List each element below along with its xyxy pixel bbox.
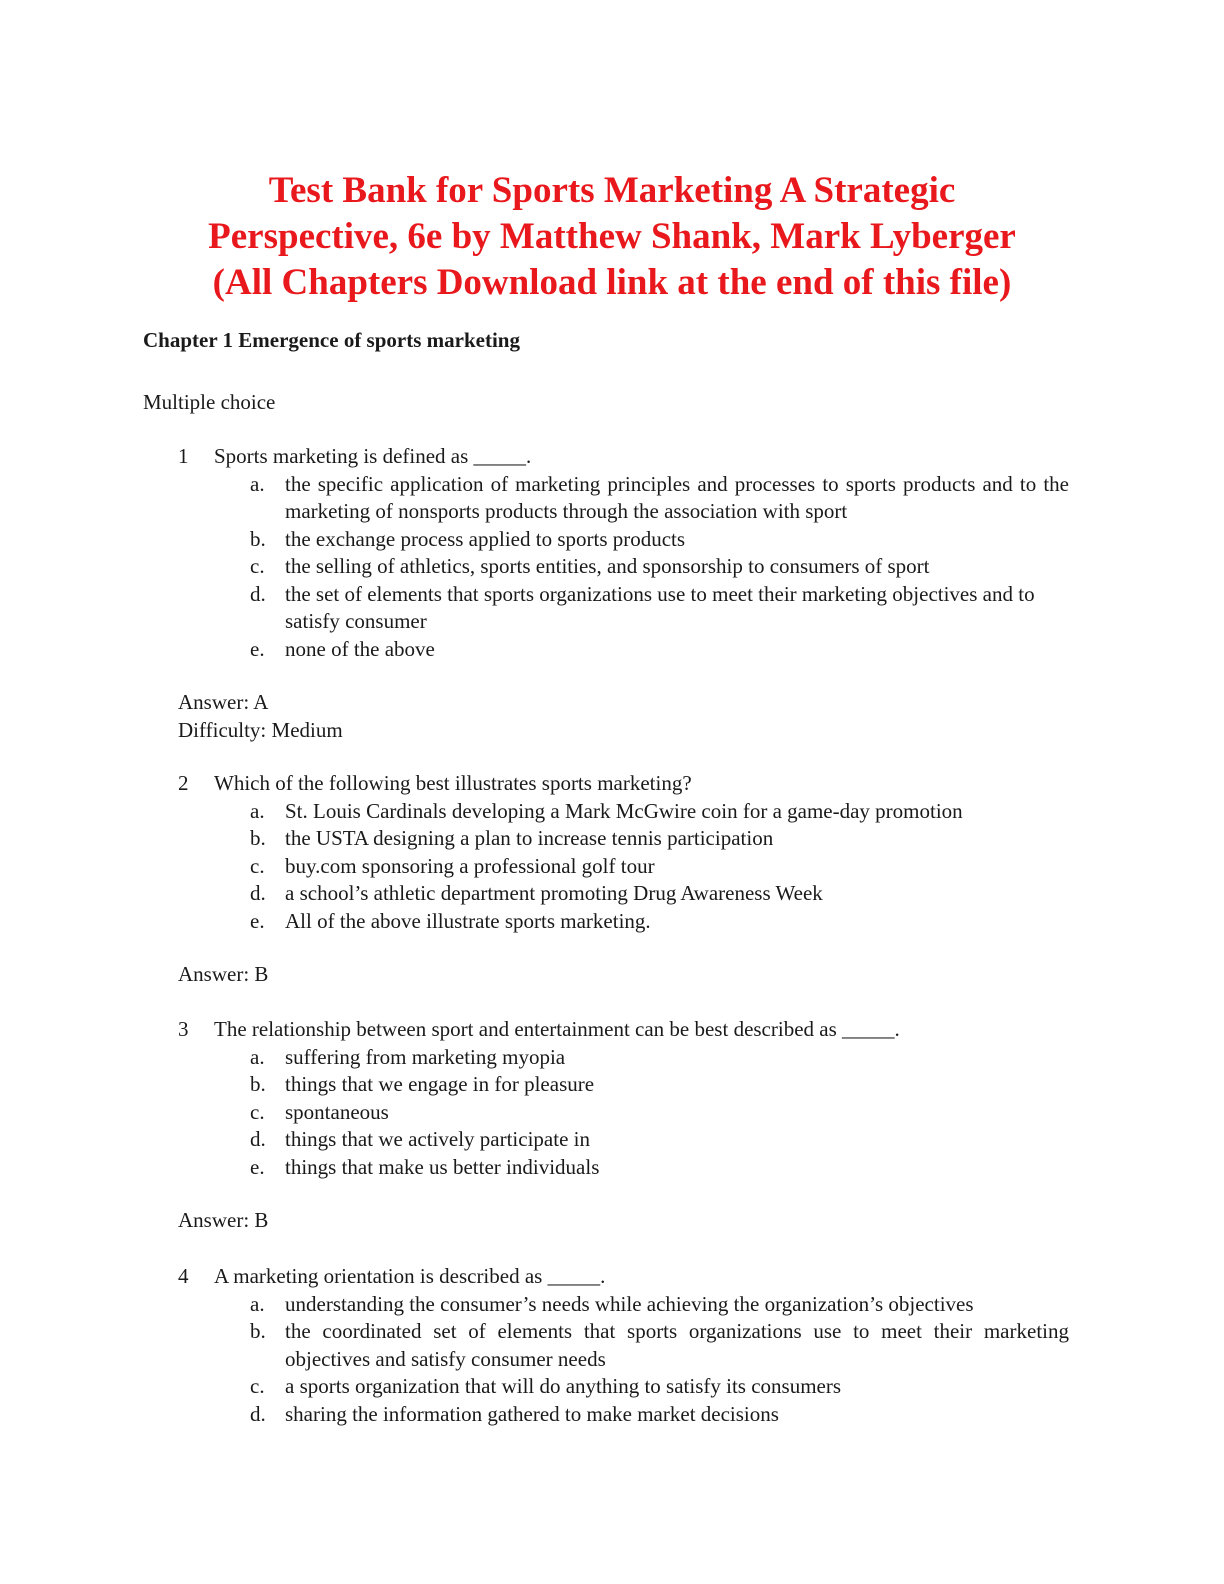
- option-a: [0, 798, 1224, 826]
- option-c: [0, 853, 1224, 881]
- option-d: [0, 880, 1224, 908]
- question-4: [0, 1263, 1224, 1428]
- option-letter: d.: [250, 1127, 266, 1151]
- option-text: the specific application of marketing principles and processes to sports products and to the marketing of nonsports products through the association with sport: [285, 471, 1069, 523]
- question-number: 4: [178, 1264, 189, 1288]
- option-d: [0, 1401, 1224, 1429]
- option-letter: c.: [250, 1374, 265, 1398]
- option-letter: e.: [250, 636, 265, 661]
- question-number: 2: [178, 771, 189, 795]
- option-text: things that we actively participate in: [285, 1127, 590, 1151]
- option-e: [0, 1154, 1224, 1182]
- option-letter: a.: [250, 798, 265, 823]
- option-text: suffering from marketing myopia: [285, 1044, 566, 1069]
- option-letter: e.: [250, 1154, 265, 1179]
- answer-line: Answer: B: [178, 962, 269, 986]
- chapter-heading: Chapter 1 Emergence of sports marketing: [143, 328, 520, 352]
- option-letter: d.: [250, 581, 266, 606]
- question-text: The relationship between sport and entertainment can be best described as _____.: [214, 1017, 900, 1041]
- option-text: spontaneous: [285, 1099, 389, 1124]
- option-e: [0, 636, 1224, 664]
- option-letter: a.: [250, 1044, 265, 1069]
- option-text: the set of elements that sports organizations use to meet their marketing objectives and to satisfy consumer: [285, 581, 1035, 633]
- title-line-1: Test Bank for Sports Marketing A Strategic: [268, 170, 956, 211]
- option-letter: c.: [250, 853, 265, 878]
- answer-line: Answer: A: [178, 690, 269, 714]
- option-text: All of the above illustrate sports marketing.: [285, 908, 651, 933]
- option-text: the USTA designing a plan to increase tennis participation: [285, 826, 774, 850]
- option-d: [0, 1126, 1224, 1154]
- option-text: a sports organization that will do anything to satisfy its consumers: [285, 1374, 842, 1398]
- option-b: [0, 1071, 1224, 1099]
- question-text: A marketing orientation is described as _____.: [214, 1264, 606, 1288]
- question-text: Which of the following best illustrates sports marketing?: [214, 771, 692, 795]
- option-text: things that make us better individuals: [285, 1154, 600, 1179]
- question-2: [0, 770, 1224, 989]
- option-d: [0, 581, 1224, 636]
- option-text: buy.com sponsoring a professional golf tour: [285, 853, 655, 878]
- option-letter: b.: [250, 526, 266, 551]
- option-text: the coordinated set of elements that sports organizations use to meet their marketing objectives and satisfy consumer needs: [285, 1319, 1069, 1371]
- title-line-3: (All Chapters Download link at the end of this file): [212, 262, 1012, 303]
- option-text: sharing the information gathered to make market decisions: [285, 1401, 779, 1426]
- option-text: the selling of athletics, sports entities, and sponsorship to consumers of sport: [285, 554, 930, 578]
- question-text: Sports marketing is defined as _____.: [214, 444, 532, 468]
- option-letter: b.: [250, 826, 266, 850]
- option-text: things that we engage in for pleasure: [285, 1072, 595, 1096]
- question-number: 1: [178, 444, 189, 468]
- option-letter: b.: [250, 1072, 266, 1096]
- option-b: [0, 1318, 1224, 1373]
- option-b: [0, 825, 1224, 853]
- document-title: [100, 168, 1124, 306]
- option-c: [0, 553, 1224, 581]
- answer-line: Answer: B: [178, 1208, 269, 1232]
- option-text: none of the above: [285, 636, 435, 661]
- difficulty-line: Difficulty: Medium: [178, 717, 343, 742]
- option-letter: e.: [250, 908, 265, 933]
- option-b: [0, 526, 1224, 554]
- question-1: [0, 443, 1224, 744]
- option-e: [0, 908, 1224, 936]
- option-text: St. Louis Cardinals developing a Mark McGwire coin for a game-day promotion: [285, 798, 963, 823]
- option-a: [0, 1291, 1224, 1319]
- option-letter: c.: [250, 1099, 265, 1124]
- question-number: 3: [178, 1017, 189, 1041]
- option-letter: d.: [250, 881, 266, 905]
- option-a: [0, 471, 1224, 526]
- section-label: Multiple choice: [143, 390, 276, 414]
- option-letter: a.: [250, 471, 265, 496]
- option-text: understanding the consumer’s needs while achieving the organization’s objectives: [285, 1291, 974, 1316]
- option-c: [0, 1099, 1224, 1127]
- option-c: [0, 1373, 1224, 1401]
- option-letter: b.: [250, 1319, 266, 1343]
- option-a: [0, 1044, 1224, 1072]
- option-text: the exchange process applied to sports products: [285, 526, 686, 551]
- question-3: [0, 1016, 1224, 1235]
- option-text: a school’s athletic department promoting Drug Awareness Week: [285, 881, 823, 905]
- option-letter: a.: [250, 1291, 265, 1316]
- option-letter: d.: [250, 1401, 266, 1426]
- title-line-2: Perspective, 6e by Matthew Shank, Mark Lyberger: [208, 216, 1016, 257]
- option-letter: c.: [250, 554, 265, 578]
